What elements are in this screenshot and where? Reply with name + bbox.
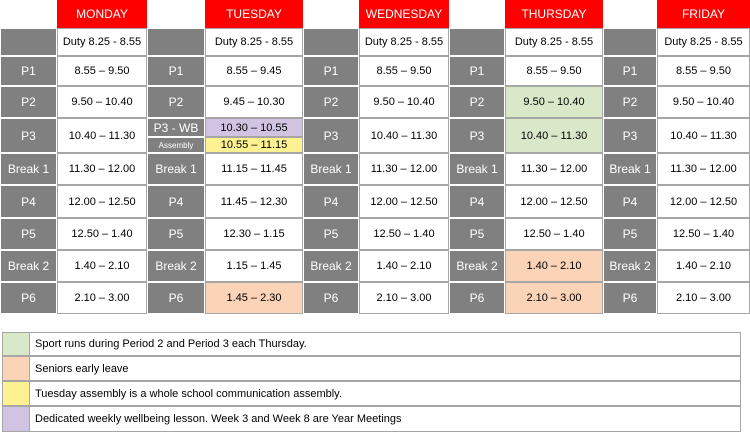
- legend-text: Sport runs during Period 2 and Period 3 each Thursday.: [29, 332, 741, 356]
- period-label: P4: [303, 185, 359, 218]
- period-label: P4: [0, 185, 57, 218]
- time-cell: 10.40 – 11.30: [657, 118, 750, 153]
- period-label: P4: [147, 185, 205, 218]
- period-label: Break 1: [303, 153, 359, 185]
- period-label-assembly: Assembly: [147, 137, 205, 153]
- time-cell: 8.55 – 9.50: [657, 56, 750, 86]
- period-label-p3-wb: P3 - WB: [147, 118, 205, 137]
- duty-label-spacer: [147, 28, 205, 56]
- legend-swatch: [2, 381, 30, 406]
- duty-label-spacer: [0, 28, 57, 56]
- period-label: P2: [449, 86, 505, 118]
- legend-text: Tuesday assembly is a whole school communication assembly.: [29, 381, 741, 406]
- period-label: Break 2: [147, 250, 205, 282]
- duty-cell: Duty 8.25 - 8.55: [657, 28, 750, 56]
- period-label: P1: [0, 56, 57, 86]
- period-label: P5: [603, 218, 657, 250]
- time-cell: 2.10 – 3.00: [57, 282, 147, 314]
- period-label: P5: [0, 218, 57, 250]
- duty-cell: Duty 8.25 - 8.55: [205, 28, 303, 56]
- period-label: P1: [603, 56, 657, 86]
- period-label: P6: [449, 282, 505, 314]
- period-label: P1: [449, 56, 505, 86]
- time-cell: 8.55 – 9.50: [359, 56, 449, 86]
- time-cell: 1.15 – 1.45: [205, 250, 303, 282]
- legend-text: Seniors early leave: [29, 356, 741, 381]
- time-cell: 11.30 – 12.00: [359, 153, 449, 185]
- period-label: P1: [147, 56, 205, 86]
- time-cell: 11.30 – 12.00: [657, 153, 750, 185]
- time-cell: 8.55 – 9.50: [505, 56, 603, 86]
- period-label: P3: [603, 118, 657, 153]
- header-spacer: [303, 0, 359, 28]
- period-label: Break 2: [449, 250, 505, 282]
- header-spacer: [0, 0, 57, 28]
- period-label: P4: [603, 185, 657, 218]
- time-cell: 9.50 – 10.40: [505, 86, 603, 118]
- time-cell: 8.55 – 9.45: [205, 56, 303, 86]
- time-cell: 1.40 – 2.10: [505, 250, 603, 282]
- period-label: Break 1: [0, 153, 57, 185]
- period-label: Break 1: [603, 153, 657, 185]
- duty-cell: Duty 8.25 - 8.55: [359, 28, 449, 56]
- time-cell: 11.30 – 12.00: [505, 153, 603, 185]
- time-cell: 9.50 – 10.40: [57, 86, 147, 118]
- period-label: P6: [603, 282, 657, 314]
- day-header-thursday: THURSDAY: [505, 0, 603, 28]
- time-cell: 11.45 – 12.30: [205, 185, 303, 218]
- period-label: P6: [147, 282, 205, 314]
- period-label: Break 1: [147, 153, 205, 185]
- time-cell: 1.40 – 2.10: [57, 250, 147, 282]
- period-label: P5: [147, 218, 205, 250]
- time-cell: 1.40 – 2.10: [359, 250, 449, 282]
- duty-label-spacer: [603, 28, 657, 56]
- time-cell: 12.00 – 12.50: [359, 185, 449, 218]
- time-cell: 10.40 – 11.30: [57, 118, 147, 153]
- time-cell: 12.50 – 1.40: [57, 218, 147, 250]
- legend-text: Dedicated weekly wellbeing lesson. Week 3 and Week 8 are Year Meetings: [29, 406, 741, 432]
- time-cell: 10.40 – 11.30: [359, 118, 449, 153]
- time-cell: 12.50 – 1.40: [505, 218, 603, 250]
- period-label: P6: [303, 282, 359, 314]
- time-cell: 11.30 – 12.00: [57, 153, 147, 185]
- time-cell: 12.30 – 1.15: [205, 218, 303, 250]
- legend-swatch: [2, 356, 30, 381]
- time-cell: 12.00 – 12.50: [657, 185, 750, 218]
- time-cell: 9.50 – 10.40: [657, 86, 750, 118]
- legend-swatch: [2, 406, 30, 432]
- header-spacer: [449, 0, 505, 28]
- time-cell: 8.55 – 9.50: [57, 56, 147, 86]
- duty-cell: Duty 8.25 - 8.55: [57, 28, 147, 56]
- period-label: P3: [0, 118, 57, 153]
- period-label: Break 2: [0, 250, 57, 282]
- time-cell: 2.10 – 3.00: [657, 282, 750, 314]
- day-header-wednesday: WEDNESDAY: [359, 0, 449, 28]
- period-label: Break 2: [303, 250, 359, 282]
- time-cell: 10.30 – 10.55: [205, 118, 303, 137]
- time-cell: 12.50 – 1.40: [359, 218, 449, 250]
- period-label: P2: [603, 86, 657, 118]
- day-header-monday: MONDAY: [57, 0, 147, 28]
- header-spacer: [603, 0, 657, 28]
- period-label: P2: [147, 86, 205, 118]
- legend-swatch: [2, 332, 30, 356]
- period-label: P6: [0, 282, 57, 314]
- time-cell: 12.50 – 1.40: [657, 218, 750, 250]
- period-label: P3: [303, 118, 359, 153]
- header-spacer: [147, 0, 205, 28]
- time-cell: 11.15 – 11.45: [205, 153, 303, 185]
- time-cell: 12.00 – 12.50: [57, 185, 147, 218]
- time-cell: 2.10 – 3.00: [505, 282, 603, 314]
- duty-label-spacer: [449, 28, 505, 56]
- period-label: P5: [303, 218, 359, 250]
- period-label: Break 1: [449, 153, 505, 185]
- period-label: P2: [303, 86, 359, 118]
- time-cell: 2.10 – 3.00: [359, 282, 449, 314]
- time-cell: 10.55 – 11.15: [205, 137, 303, 153]
- duty-cell: Duty 8.25 - 8.55: [505, 28, 603, 56]
- period-label: P5: [449, 218, 505, 250]
- time-cell: 9.50 – 10.40: [359, 86, 449, 118]
- time-cell: 1.45 – 2.30: [205, 282, 303, 314]
- period-label: P2: [0, 86, 57, 118]
- time-cell: 12.00 – 12.50: [505, 185, 603, 218]
- period-label: Break 2: [603, 250, 657, 282]
- period-label: P3: [449, 118, 505, 153]
- period-label: P4: [449, 185, 505, 218]
- time-cell: 1.40 – 2.10: [657, 250, 750, 282]
- duty-label-spacer: [303, 28, 359, 56]
- time-cell: 9.45 – 10.30: [205, 86, 303, 118]
- day-header-friday: FRIDAY: [657, 0, 750, 28]
- day-header-tuesday: TUESDAY: [205, 0, 303, 28]
- time-cell: 10.40 – 11.30: [505, 118, 603, 153]
- period-label: P1: [303, 56, 359, 86]
